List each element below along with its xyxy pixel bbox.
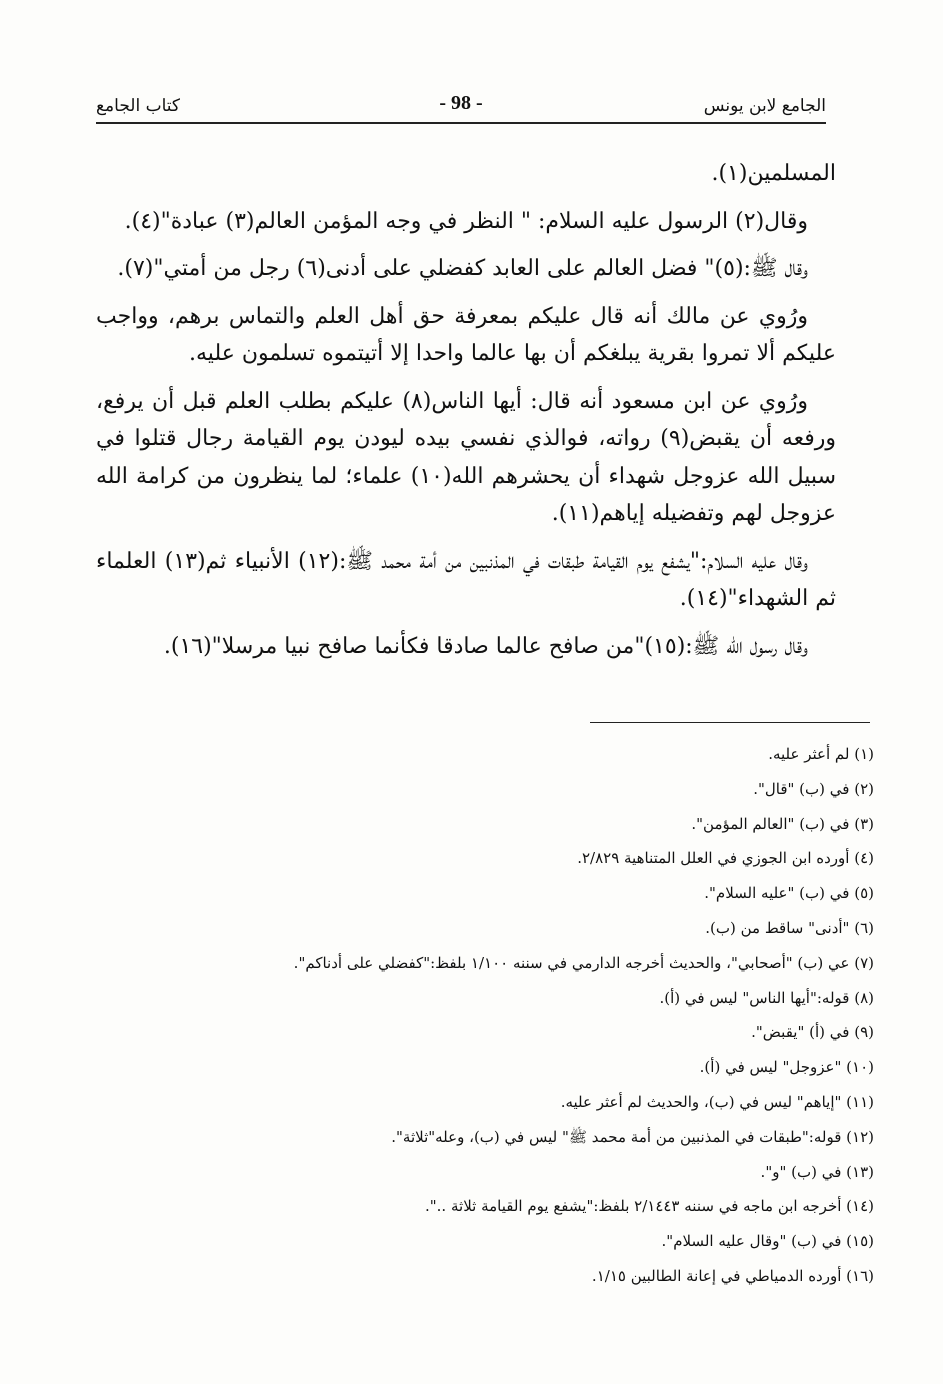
paragraph: ورُوي عن ابن مسعود أنه قال: أيها الناس(٨) عليكم بطلب العلم قبل أن يرفع، ورفعه أن يقبض(٩) رواته، فوالذي نفسي بيده ليودن يوم القيامة رجال قتلوا في سبيل الله عزوجل شهداء أن يحشرهم الله(١٠) علماء؛ لما ينظرون من كرامة الله عزوجل لهم وتفضيله إياهم(١١).	[96, 388, 836, 526]
paragraph: وقال رسول الله ﷺ:(١٥)"من صافح عالما صادقا فكأنما صافح نبيا مرسلا"(١٦).	[163, 633, 808, 659]
footnote: (٢) في (ب) "قال".	[753, 779, 874, 798]
main-text	[96, 155, 836, 675]
footnote: (٣) في (ب) "العالم المؤمن".	[691, 814, 874, 833]
footnotes	[96, 737, 874, 1294]
footnote: (٦) "أدنى" ساقط من (ب).	[705, 918, 874, 937]
footnote: (١٠) "عزوجل" ليس في (أ).	[699, 1058, 874, 1077]
footnote: (١٢) قوله:"طبقات في المذنبين من أمة محمد ﷺ" ليس في (ب)، وعله"ثلاثة".	[391, 1127, 874, 1146]
chapter-title: كتاب الجامع	[96, 96, 181, 116]
footnote: (٩) في (أ) "يقبض".	[751, 1023, 874, 1042]
footnote-separator	[590, 722, 870, 723]
running-header	[96, 92, 826, 120]
paragraph: المسلمين(١).	[711, 161, 836, 186]
footnote: (١) لم أعثر عليه.	[768, 745, 874, 763]
footnote: (١٣) في (ب) "و".	[760, 1162, 874, 1181]
footnote: (٥) في (ب) "عليه السلام".	[704, 884, 874, 903]
book-title: الجامع لابن يونس	[703, 96, 826, 116]
footnote: (١١) "إياهم" ليس في (ب)، والحديث لم أعثر عليه.	[560, 1092, 874, 1111]
footnote: (١٦) أورده الدمياطي في إعانة الطالبين ١/١٥.	[591, 1266, 874, 1285]
footnote: (٧) عي (ب) "أصحابي"، والحديث أخرجه الدارمي في سننه ١/١٠٠ بلفظ:"كفضلي على أدناكم".	[293, 953, 874, 972]
footnote: (٨) قوله:"أيها الناس" ليس في (أ).	[659, 988, 874, 1007]
paragraph: وقال ﷺ:(٥)" فضل العالم على العابد كفضلي على أدنى(٦) رجل من أمتي"(٧).	[117, 256, 808, 281]
paragraph: ورُوي عن مالك أنه قال عليكم بمعرفة حق أهل العلم والتماس برهم، وواجب عليكم ألا تمروا بقرية يبلغكم أن بها عالما واحدا إلا أتيتموه تسلمون عليه.	[96, 303, 836, 366]
footnote: (٤) أورده ابن الجوزي في العلل المتناهية ٢/٨٢٩.	[577, 849, 874, 868]
header-rule	[96, 122, 826, 124]
footnote: (١٥) في (ب) "وقال عليه السلام".	[661, 1232, 874, 1251]
footnote: (١٤) أخرجه ابن ماجه في سننه ٢/١٤٤٣ بلفظ:"يشفع يوم القيامة ثلاثة ..".	[425, 1197, 874, 1216]
paragraph: وقال عليه السلام:"يشفع يوم القيامة طبقات في المذنبين من أمة محمد ﷺ:(١٢) الأنبياء ثم(١٣) العلماء ثم الشهداء"(١٤).	[96, 548, 836, 611]
paragraph: وقال(٢) الرسول عليه السلام: " النظر في وجه المؤمن العالم(٣) عبادة"(٤).	[124, 208, 808, 234]
page-number: - 98 -	[439, 92, 483, 114]
